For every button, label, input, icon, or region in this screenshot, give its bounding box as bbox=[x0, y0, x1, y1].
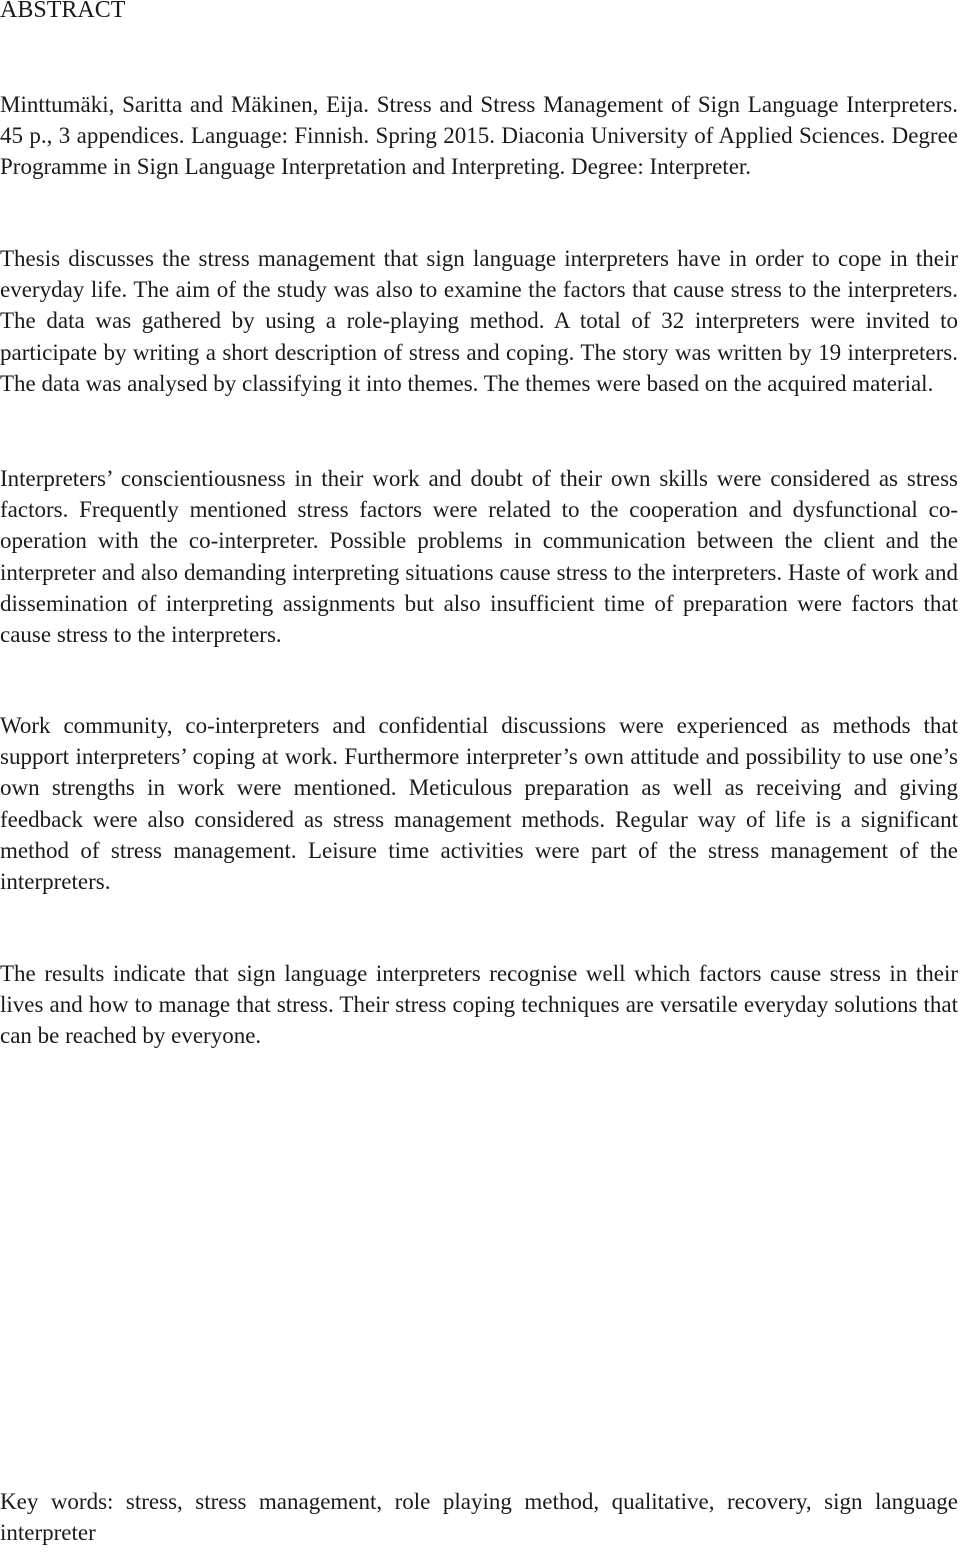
page-title: ABSTRACT bbox=[0, 0, 126, 23]
body-paragraph-2: Interpreters’ conscientiousness in their work and doubt of their own skills were considered as stress factors. Frequently mentioned stress factors were related to the cooperation and dysfunctional co-operation with the co-interpreter. Possible problems in communication between the client and the interpreter and also demanding interpreting situations cause stress to the interpreters. Haste of work and dissemination of interpreting assignments but also insufficient time of preparation were factors that cause stress to the interpreters. bbox=[0, 466, 958, 648]
keywords-line: Key words: stress, stress management, role playing method, qualitative, recovery, sign language interpreter bbox=[0, 1489, 958, 1546]
body-paragraph-3: Work community, co-interpreters and confidential discussions were experienced as methods that support interpreters’ coping at work. Furthermore interpreter’s own attitude and possibility to use one’s own strengths in work were mentioned. Meticulous preparation as well as receiving and giving feedback were also considered as stress management methods. Regular way of life is a significant method of stress management. Leisure time activities were part of the stress management of the interpreters. bbox=[0, 713, 958, 895]
citation-paragraph: Minttumäki, Saritta and Mäkinen, Eija. Stress and Stress Management of Sign Language Interpreters. 45 p., 3 appendices. Language: Finnish. Spring 2015. Diaconia University of Applied Sciences. Degree Programme in Sign Language Interpretation and Interpreting. Degree: Interpreter. bbox=[0, 92, 958, 180]
body-paragraph-1: Thesis discusses the stress management that sign language interpreters have in order to cope in their everyday life. The aim of the study was also to examine the factors that cause stress to the interpreters. The data was gathered by using a role-playing method. A total of 32 interpreters were invited to participate by writing a short description of stress and coping. The story was written by 19 interpreters. The data was analysed by classifying it into themes. The themes were based on the acquired material. bbox=[0, 246, 958, 396]
body-paragraph-4: The results indicate that sign language interpreters recognise well which factors cause stress in their lives and how to manage that stress. Their stress coping techniques are versatile everyday solutions that can be reached by everyone. bbox=[0, 961, 958, 1049]
